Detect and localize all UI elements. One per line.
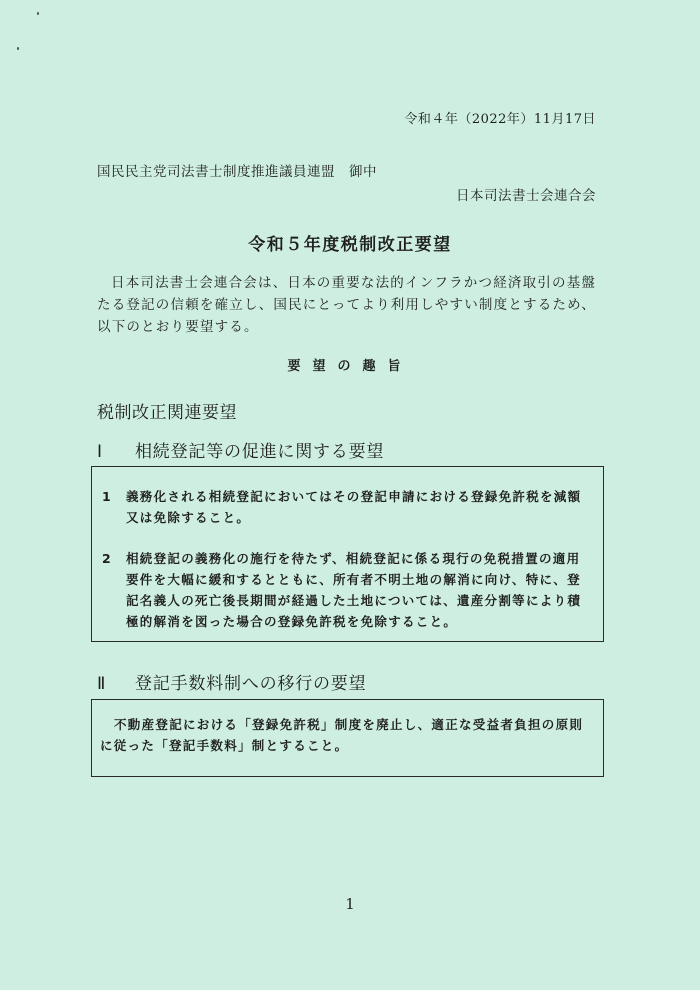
request-item-1 [102,486,587,528]
section-heading: 税制改正関連要望 [97,403,237,423]
document-date: 令和４年（2022年）11月17日 [404,112,596,127]
request-text: 相続登記の義務化の施行を待たず、相続登記に係る現行の免税措置の適用要件を大幅に緩和するとともに、所有者不明土地の解消に向け、特に、登記名義人の死亡後長期間が経過した土地については、遺産分割等により積極的解消を図った場合の登録免許税を免除すること。 [126,551,582,629]
addressee-honorific: 御中 [349,164,377,180]
request-text: 不動産登記における「登録免許税」制度を廃止し、適正な受益者負担の原則に従った「登記手数料」制とすること。 [100,717,584,753]
subsection-title: 登記手数料制への移行の要望 [135,674,367,694]
request-number: 2 [102,551,112,566]
subsection-number: Ⅰ [97,442,103,462]
document-title: 令和５年度税制改正要望 [248,235,452,255]
subsection-heading-1 [97,437,384,462]
subsection-number: Ⅱ [97,674,107,694]
purpose-heading: 要望の趣旨 [287,359,413,374]
request-text: 義務化される相続登記においてはその登記申請における登録免許税を減額又は免除すること。 [126,489,582,525]
request-number: 1 [102,489,112,504]
intro-paragraph: 日本司法書士会連合会は、日本の重要な法的インフラかつ経済取引の基盤たる登記の信頼を確立し、国民にとってより利用しやすい制度とするため、以下のとおり要望する。 [97,275,597,335]
subsection-heading-2 [97,669,366,694]
subsection-title: 相続登記等の促進に関する要望 [135,442,385,462]
scan-speck [37,12,39,15]
request-box-2 [91,699,604,777]
request-box-1 [91,466,604,642]
sender: 日本司法書士会連合会 [456,188,596,204]
scan-speck [17,47,19,50]
addressee-name: 国民民主党司法書士制度推進議員連盟 [97,164,335,180]
page-number: 1 [345,895,355,913]
request-item-2 [102,548,587,632]
addressee [97,160,377,180]
